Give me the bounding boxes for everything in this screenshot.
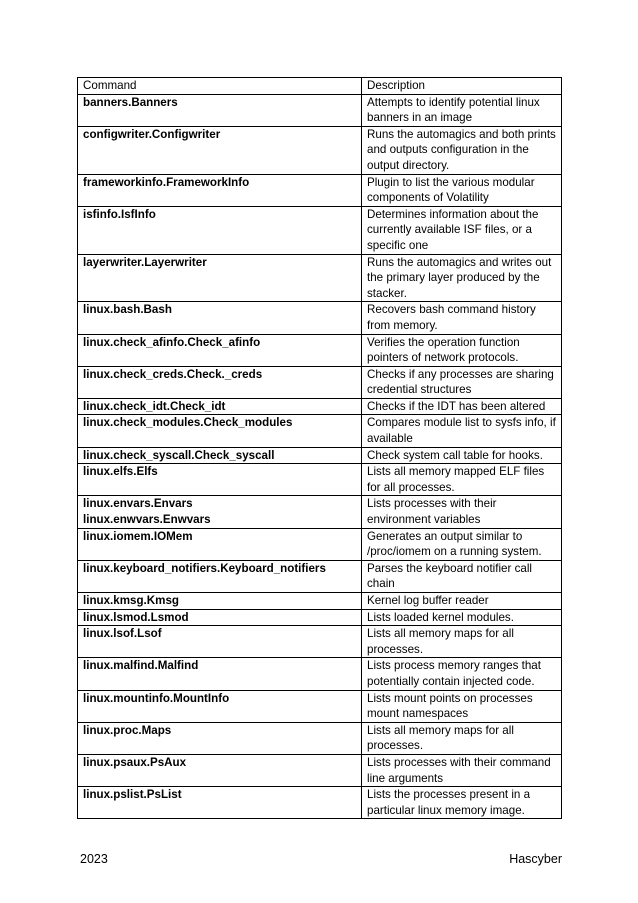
description-cell: Lists loaded kernel modules. <box>362 609 562 626</box>
command-name: linux.envars.Envars <box>83 497 193 511</box>
command-name: linux.psaux.PsAux <box>83 755 187 769</box>
command-name: linux.pslist.PsList <box>83 788 182 802</box>
description-cell: Generates an output similar to /proc/iomem on a running system. <box>362 528 562 560</box>
command-cell <box>78 447 362 464</box>
command-name: linux.check_modules.Check_modules <box>83 416 293 430</box>
table-row <box>78 787 562 819</box>
column-header-description: Description <box>362 78 562 95</box>
command-cell <box>78 398 362 415</box>
table-row <box>78 754 562 786</box>
description-cell: Recovers bash command history from memory. <box>362 302 562 334</box>
table-row <box>78 174 562 206</box>
commands-table <box>77 77 562 819</box>
description-cell: Lists all memory maps for all processes. <box>362 722 562 754</box>
command-name: isfinfo.IsfInfo <box>83 207 156 221</box>
command-name: frameworkinfo.FrameworkInfo <box>83 175 250 189</box>
footer-year: 2023 <box>80 852 108 866</box>
command-cell <box>78 334 362 366</box>
table-row <box>78 528 562 560</box>
table-row <box>78 722 562 754</box>
table-row <box>78 609 562 626</box>
command-cell <box>78 94 362 126</box>
table-row <box>78 447 562 464</box>
description-cell: Attempts to identify potential linux banners in an image <box>362 94 562 126</box>
description-cell: Lists the processes present in a particular linux memory image. <box>362 787 562 819</box>
command-cell <box>78 593 362 610</box>
description-cell: Lists all memory maps for all processes. <box>362 626 562 658</box>
command-cell <box>78 174 362 206</box>
command-cell <box>78 254 362 302</box>
command-cell <box>78 496 362 528</box>
command-cell <box>78 722 362 754</box>
description-cell: Runs the automagics and writes out the primary layer produced by the stacker. <box>362 254 562 302</box>
description-cell: Plugin to list the various modular components of Volatility <box>362 174 562 206</box>
description-cell: Lists processes with their command line arguments <box>362 754 562 786</box>
command-name: configwriter.Configwriter <box>83 127 221 141</box>
description-cell: Kernel log buffer reader <box>362 593 562 610</box>
command-name: linux.lsof.Lsof <box>83 627 162 641</box>
description-cell: Parses the keyboard notifier call chain <box>362 560 562 592</box>
table-row <box>78 398 562 415</box>
description-cell: Runs the automagics and both prints and outputs configuration in the output directory. <box>362 126 562 174</box>
command-cell <box>78 366 362 398</box>
description-cell: Checks if the IDT has been altered <box>362 398 562 415</box>
table-row <box>78 658 562 690</box>
command-cell <box>78 126 362 174</box>
command-name: layerwriter.Layerwriter <box>83 255 207 269</box>
command-name: linux.malfind.Malfind <box>83 659 199 673</box>
command-cell <box>78 464 362 496</box>
table-row <box>78 126 562 174</box>
table-body <box>78 94 562 819</box>
command-name: linux.check_syscall.Check_syscall <box>83 448 275 462</box>
column-header-command: Command <box>78 78 362 95</box>
command-cell <box>78 206 362 254</box>
table-row <box>78 334 562 366</box>
description-cell: Checks if any processes are sharing credential structures <box>362 366 562 398</box>
table-row <box>78 593 562 610</box>
table-row <box>78 626 562 658</box>
description-cell: Lists all memory mapped ELF files for all processes. <box>362 464 562 496</box>
description-cell: Determines information about the currently available ISF files, or a specific one <box>362 206 562 254</box>
command-name: linux.check_idt.Check_idt <box>83 399 226 413</box>
table-row <box>78 366 562 398</box>
command-name: linux.keyboard_notifiers.Keyboard_notifiers <box>83 561 326 575</box>
command-name: linux.mountinfo.MountInfo <box>83 691 230 705</box>
command-cell <box>78 560 362 592</box>
command-name: linux.iomem.IOMem <box>83 529 193 543</box>
command-name: linux.lsmod.Lsmod <box>83 610 189 624</box>
table-row <box>78 560 562 592</box>
description-cell: Lists processes with their environment variables <box>362 496 562 528</box>
table-row <box>78 94 562 126</box>
table-header-row <box>78 78 562 95</box>
footer-author: Hascyber <box>509 852 562 866</box>
command-cell <box>78 626 362 658</box>
command-cell <box>78 302 362 334</box>
command-name: linux.bash.Bash <box>83 303 172 317</box>
command-cell <box>78 690 362 722</box>
table-row <box>78 302 562 334</box>
command-name: linux.check_afinfo.Check_afinfo <box>83 335 261 349</box>
command-cell <box>78 528 362 560</box>
command-name: linux.check_creds.Check._creds <box>83 367 263 381</box>
command-name: linux.proc.Maps <box>83 723 172 737</box>
table-row <box>78 206 562 254</box>
description-cell: Lists mount points on processes mount namespaces <box>362 690 562 722</box>
table-row <box>78 415 562 447</box>
command-name: linux.kmsg.Kmsg <box>83 594 179 607</box>
command-name: linux.elfs.Elfs <box>83 465 158 479</box>
table-row <box>78 254 562 302</box>
command-cell <box>78 754 362 786</box>
command-name: banners.Banners <box>83 95 178 109</box>
command-cell <box>78 609 362 626</box>
table-row <box>78 690 562 722</box>
description-cell: Check system call table for hooks. <box>362 447 562 464</box>
command-cell <box>78 787 362 819</box>
command-cell <box>78 415 362 447</box>
table-row <box>78 464 562 496</box>
command-cell <box>78 658 362 690</box>
table-row <box>78 496 562 528</box>
command-name: linux.enwvars.Enwvars <box>83 513 211 527</box>
description-cell: Verifies the operation function pointers of network protocols. <box>362 334 562 366</box>
description-cell: Compares module list to sysfs info, if available <box>362 415 562 447</box>
description-cell: Lists process memory ranges that potentially contain injected code. <box>362 658 562 690</box>
